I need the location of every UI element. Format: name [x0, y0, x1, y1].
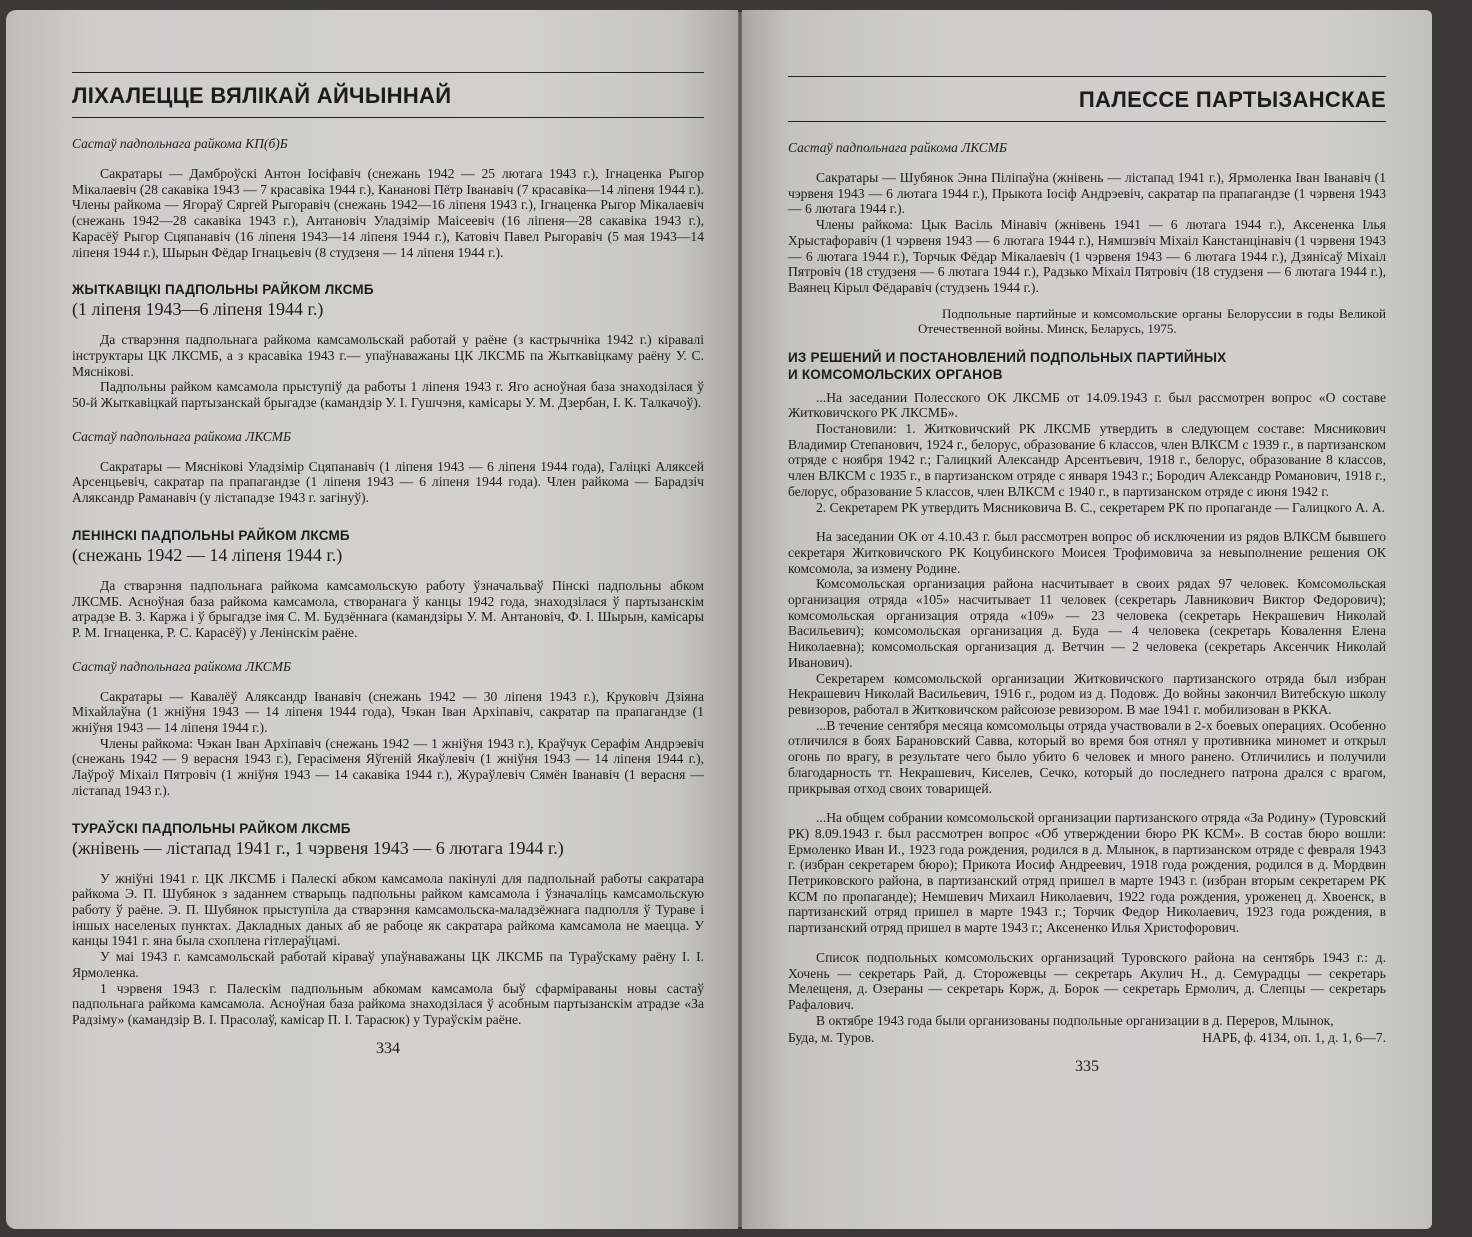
paragraph: Секретарем комсомольской организации Житковичского партизанского отряда был избран Некрашевич Николай Васильевич, 1916 г., родом из д. Подовж. До войны закончил Витебскую школу ревизоров, работал в Житковичском райсоюзе ревизором. В мае 1941 г. мобилизован в РККА.: [788, 670, 1386, 717]
paragraph: 2. Секретарем РК утвердить Мясниковича В. С., секретарем РК по пропаганде — Галицкого А. А.: [816, 499, 1385, 515]
paragraph: В октябре 1943 года были организованы подпольные организации в д. Переров, Млынок,: [816, 1012, 1334, 1028]
running-head: ПАЛЕССЕ ПАРТЫЗАНСКАЕ: [788, 76, 1386, 122]
section-caption: Састаў падпольнага райкома ЛКСМБ: [72, 428, 291, 444]
paragraph: Члены райкома: Чэкан Іван Архіпавіч (снежань 1942 — 1 жніўня 1943 г.), Краўчук Серафім Андрэевіч (снежань 1942 — 9 верасня 1943 г.), Герасіменя Яўгеній Якаўлевіч (1 жніўня 1943 — 14 ліпеня 1944 г.), Лаўроў Міхаіл Пятровіч (1 жніўня 1943 — 14 сакавіка 1944 г.), Жураўлевіч Сямён Іванавіч (1 верасня — лістапад 1943 г.).: [72, 735, 704, 798]
section-dates: (жнівень — лістапад 1941 г., 1 чэрвеня 1943 — 6 лютага 1944 г.): [72, 837, 564, 858]
paragraph: Падпольны райком камсамола прыступіў да работы 1 ліпеня 1943 г. Яго асноўная база знаходзілася ў 50-й Жыткавіцкай партызанскай брыгадзе (камандзір У. І. Гушчэня, камісары У. М. Дзербан, І. К. Талкачоў).: [72, 379, 704, 411]
paragraph: Да стварэння падпольнага райкома камсамольскую работу ўзначальваў Пінскі падпольны абком ЛКСМБ. Асноўная база райкома камсамола, створанага ў канцы 1942 года, знаходзілася ў партызанскім атрадзе В. З. Каржа і ў брыгадзе імя С. М. Будзённага (камандзіры У. М. Антановіч, Ф. І. Шырын, камісары Р. М. Ігнаценка, Р. С. Карасёў) у Ленінскім раёне.: [72, 577, 704, 640]
paragraph: У жніўні 1941 г. ЦК ЛКСМБ і Палескі абком камсамола пакінулі для падпольнай работы сакратара райкома Э. П. Шубянок з заданнем стварыць падпольны райком камсамола і ўзначаліць камсамольскую работу ў раёне. Э. П. Шубянок прыступіла да стварэння камсамольска-маладзёжнага падполля ў Тураве і іншых населеных пунктах. Дакладных даных аб яе рабоце як сакратара райкома камсамола не маецца. У канцы 1941 г. яна была схоплена гітлераўцамі.: [72, 870, 704, 949]
page-number: 335: [1075, 1058, 1099, 1076]
section-heading-cont: И КОМСОМОЛЬСКИХ ОРГАНОВ: [788, 366, 1003, 382]
section-caption: Састаў падпольнага райкома ЛКСМБ: [72, 658, 291, 674]
paragraph: ...На общем собрании комсомольской организации партизанского отряда «За Родину» (Туровский РК) 8.09.1943 г. был рассмотрен вопрос «Об утверждении бюро РК КСМ». В состав бюро вошли: Ермоленко Иван И., 1923 года рождения, родился в д. Млынок, в партизанском отряде с февраля 1943 г. (избран секретарем бюро); Прикота Иосиф Андреевич, 1918 года рождения, родился в д. Мордвин Петриковского района, в партизанский отряд пришел в марте 1943 г. (избран вторым секретарем РК КСМ по пропаганде); Немшевич Михаил Николаевич, 1922 года рождения, уроженец д. Хвоенск, в партизанский отряд пришел в марте 1943 г.; Торчик Федор Николаевич, 1923 года рождения, в партизанский отряд пришел в марте 1943 г.; Аксененко Илья Христофорович.: [788, 810, 1386, 936]
paragraph: Да стварэння падпольнага райкома камсамольскай работай у раёне (з кастрычніка 1942 г.) кіравалі інструктары ЦК ЛКСМБ, а з красавіка 1943 г.— упаўнаважаны ЦК ЛКСМБ па Жыткавіцкаму раёну У. С. Мяснікові.: [72, 332, 704, 379]
section-heading: ЛЕНІНСКІ ПАДПОЛЬНЫ РАЙКОМ ЛКСМБ: [72, 527, 350, 543]
paragraph: На заседании ОК от 4.10.43 г. был рассмотрен вопрос об исключении из рядов ВЛКСМ бывшего секретаря Житковичского РК Коцубинского Моисея Трофимовича за невыполнение решения ОК комсомола, за измену Родине.: [788, 529, 1386, 576]
paragraph-end: Буда, м. Туров.: [788, 1030, 875, 1046]
right-page: [742, 10, 1432, 1229]
paragraph: Члены райкома: Цык Васіль Мінавіч (жнівень 1941 — 6 лютага 1944 г.), Аксененка Ілья Хрыстафоравіч (1 чэрвеня 1943 — 6 лютага 1944 г.), Нямшэвіч Міхаіл Канстанцінавіч (1 чэрвеня 1943 — 6 лютага 1944 г.), Торчык Фёдар Мікалаевіч (1 чэрвеня 1943 — 6 лютага 1944 г.), Дзянісаў Міхаіл Пятровіч (18 студзеня — 6 лютага 1944 г.), Радзько Міхаіл Пятровіч (18 студзеня — 6 лютага 1944 г.), Ваянец Кірыл Фёдаравіч (студзень 1944 г.).: [788, 217, 1386, 295]
section-heading: ЖЫТКАВІЦКІ ПАДПОЛЬНЫ РАЙКОМ ЛКСМБ: [72, 282, 374, 298]
section-dates: (1 ліпеня 1943—6 ліпеня 1944 г.): [72, 299, 324, 320]
section-caption: Састаў падпольнага райкома КП(б)Б: [72, 136, 288, 151]
paragraph: Комсомольская организация района насчитывает в своих рядах 97 человек. Комсомольская организация отряда «105» насчитывает 11 человек (секретарь Лавникович Виктор Федорович); комсомольская организация отряда «109» — 23 человека (секретарь Некрашевич Николай Васильевич); комсомольская организация д. Буда — 4 человека (секретарь Ковалення Елена Николаевна); комсомольская организация д. Ветчин — 2 человека (секретарь Аксенчик Николай Иванович).: [788, 576, 1386, 670]
archive-reference: НАРБ, ф. 4134, оп. 1, д. 1, 6—7.: [1202, 1030, 1386, 1046]
section-heading: ИЗ РЕШЕНИЙ И ПОСТАНОВЛЕНИЙ ПОДПОЛЬНЫХ ПАРТИЙНЫХ: [788, 349, 1227, 365]
paragraph: У маі 1943 г. камсамольскай работай кіраваў упаўнаважаны ЦК ЛКСМБ па Тураўскаму раёну І. І. Ярмоленка.: [72, 949, 704, 980]
source-citation: Подпольные партийные и комсомольские органы Белоруссии в годы Великой Отечественной войны. Минск, Беларусь, 1975.: [918, 305, 1386, 336]
archive-line: [788, 1030, 1386, 1046]
page-number: 334: [376, 1039, 400, 1057]
paragraph: Постановили: 1. Житковичский РК ЛКСМБ утвердить в следующем составе: Мясникович Владимир Степанович, 1924 г., белорус, образование 6 классов, член ВЛКСМ с 1939 г., в партизанском отряде с ноября 1942 г.; Галицкий Александр Арсентьевич, 1918 г., белорус, образование 8 классов, член ВЛКСМ с 1935 г., в партизанском отряде с января 1943 г.; Бородич Александр Романович, 1918 г., белорус, образование 5 классов, член ВЛКСМ с 1940 г., в партизанском отряде с июня 1942 г.: [788, 421, 1386, 499]
paragraph: 1 чэрвеня 1943 г. Палескім падпольным абкомам камсамола быў сфарміраваны новы састаў падпольнага райкома камсамола. Асноўная база райкома знаходзілася ў асобным партызанскім атрадзе «За Радзіму» (камандзір В. І. Прасолаў, камісар П. І. Тарасюк) у Тураўскім раёне.: [72, 980, 704, 1027]
paragraph: Сакратары — Мяснікові Уладзімір Сцяпанавіч (1 ліпеня 1943 — 6 ліпеня 1944 года), Галіцкі Аляксей Арсенцьевіч, сакратар па прапагандзе (1 ліпеня 1943 — 6 ліпеня 1944 года). Член райкома — Барадзіч Аляксандр Раманавіч (у лістападзе 1943 г. загінуў).: [72, 458, 704, 506]
paragraph: ...В течение сентября месяца комсомольцы отряда участвовали в 2-х боевых операциях. Особенно отличился в боях Барановский Савва, который во время боя отнял у противника миномет и открыл огонь по врагу, в результате чего было убито 6 человек и много ранено. Отличились и получили благодарность тт. Некрашевич, Киселев, Сечко, который до последнего патрона дрался с врагом, прикрывая отход своих товарищей.: [788, 717, 1386, 796]
paragraph: Сакратары — Кавалёў Аляксандр Іванавіч (снежань 1942 — 30 ліпеня 1943 г.), Круковіч Дзіяна Міхайлаўна (1 жніўня 1943 — 14 ліпеня 1944 года), Чэкан Іван Архіпавіч, сакратар па прапагандзе (1 жніўня 1943 — 14 ліпеня 1944 г.).: [72, 688, 704, 736]
section-caption: Састаў падпольнага райкома ЛКСМБ: [788, 140, 1007, 155]
paragraph: ...На заседании Полесского ОК ЛКСМБ от 14.09.1943 г. был рассмотрен вопрос «О составе Житковичского РК ЛКСМБ».: [788, 389, 1386, 421]
left-page: [6, 10, 738, 1229]
section-dates: (снежань 1942 — 14 ліпеня 1944 г.): [72, 544, 343, 565]
running-head: ЛІХАЛЕЦЦЕ ВЯЛІКАЙ АЙЧЫННАЙ: [72, 72, 704, 118]
paragraph: Сакратары — Шубянок Энна Піліпаўна (жнівень — лістапад 1941 г.), Ярмоленка Іван Іванавіч (1 чэрвеня 1943 — 6 лютага 1944 г.), Прыкота Іосіф Андрэевіч, сакратар па прапагандзе (1 чэрвеня 1943 — 6 лютага 1944 г.).: [788, 170, 1386, 217]
paragraph: Сакратары — Дамброўскі Антон Іосіфавіч (снежань 1942 — 25 лютага 1943 г.), Ігнаценка Рыгор Мікалаевіч (28 сакавіка 1943 — 7 красавіка 1944 г.), Кананові Пётр Іванавіч (7 красавіка—14 ліпеня 1944 г.). Члены райкома — Ягораў Сяргей Рыгоравіч (снежань 1942—16 ліпеня 1943 г.), Ігнаценка Рыгор Мікалаевіч (снежань 1942—28 сакавіка 1943 г.), Антановіч Уладзімір Маісеевіч (16 ліпеня—28 сакавіка 1943 г.), Карасёў Рыгор Сцяпанавіч (16 ліпеня 1943—14 ліпеня 1944 г.), Катовіч Павел Рыгоравіч (5 мая 1943—14 ліпеня 1944 г.), Шырын Фёдар Ігнацьевіч (8 студзеня — 14 ліпеня 1944 г.).: [72, 166, 704, 260]
paragraph: Список подпольных комсомольских организаций Туровского района на сентябрь 1943 г.: д. Хочень — секретарь Рай, д. Сторожевцы — секретарь Акулич Н., д. Семурадцы — секретарь Мелещеня, д. Озераны — секретарь Корж, д. Борок — секретарь Ермолич, д. Слепцы — секретарь Рафалович.: [788, 949, 1386, 1012]
section-heading: ТУРАЎСКІ ПАДПОЛЬНЫ РАЙКОМ ЛКСМБ: [72, 820, 351, 836]
